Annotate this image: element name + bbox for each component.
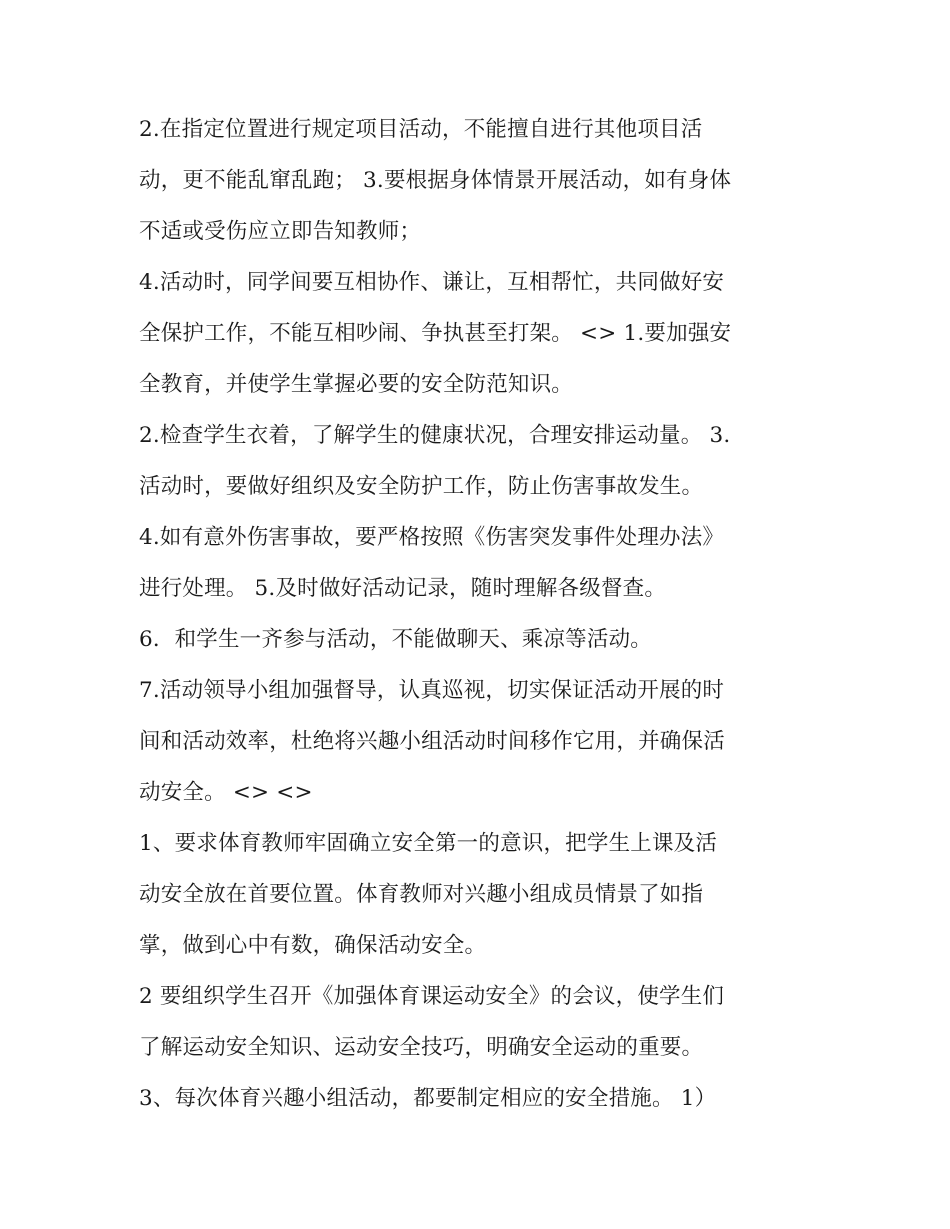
text-line: 7.活动领导小组加强督导，认真巡视，切实保证活动开展的时 xyxy=(139,678,725,703)
text-line: 4.活动时，同学间要互相协作、谦让，互相帮忙，共同做好安 xyxy=(139,270,725,295)
text-line: 2 要组织学生召开《加强体育课运动安全》的会议，使学生们 xyxy=(139,984,725,1009)
text-line: 进行处理。 5.及时做好活动记录，随时理解各级督查。 xyxy=(139,576,667,601)
text-line: 活动时，要做好组织及安全防护工作，防止伤害事故发生。 xyxy=(139,474,704,499)
text-line: 2.在指定位置进行规定项目活动，不能擅自进行其他项目活 xyxy=(139,117,703,142)
text-line: 6．和学生一齐参与活动，不能做聊天、乘凉等活动。 xyxy=(139,627,652,652)
text-line: 动安全。 <> <> xyxy=(139,780,313,805)
text-line: 全教育，并使学生掌握必要的安全防范知识。 xyxy=(139,372,574,397)
text-line: 2.检查学生衣着，了解学生的健康状况，合理安排运动量。 3. xyxy=(139,423,731,448)
text-line: 3、每次体育兴趣小组活动，都要制定相应的安全措施。 1） xyxy=(139,1086,717,1111)
text-line: 掌，做到心中有数，确保活动安全。 xyxy=(139,933,487,958)
text-line: 了解运动安全知识、运动安全技巧，明确安全运动的重要。 xyxy=(139,1035,704,1060)
text-line: 间和活动效率，杜绝将兴趣小组活动时间移作它用，并确保活 xyxy=(139,729,725,754)
text-line: 1、要求体育教师牢固确立安全第一的意识，把学生上课及活 xyxy=(139,831,718,856)
text-line: 动安全放在首要位置。体育教师对兴趣小组成员情景了如指 xyxy=(139,882,704,907)
text-line: 不适或受伤应立即告知教师； xyxy=(139,219,422,244)
document-body xyxy=(139,104,819,1124)
text-line: 动，更不能乱窜乱跑； 3.要根据身体情景开展活动，如有身体 xyxy=(139,168,732,193)
text-line: 4.如有意外伤害事故，要严格按照《伤害突发事件处理办法》 xyxy=(139,525,725,550)
text-line: 全保护工作，不能互相吵闹、争执甚至打架。 <> 1.要加强安 xyxy=(139,321,732,346)
